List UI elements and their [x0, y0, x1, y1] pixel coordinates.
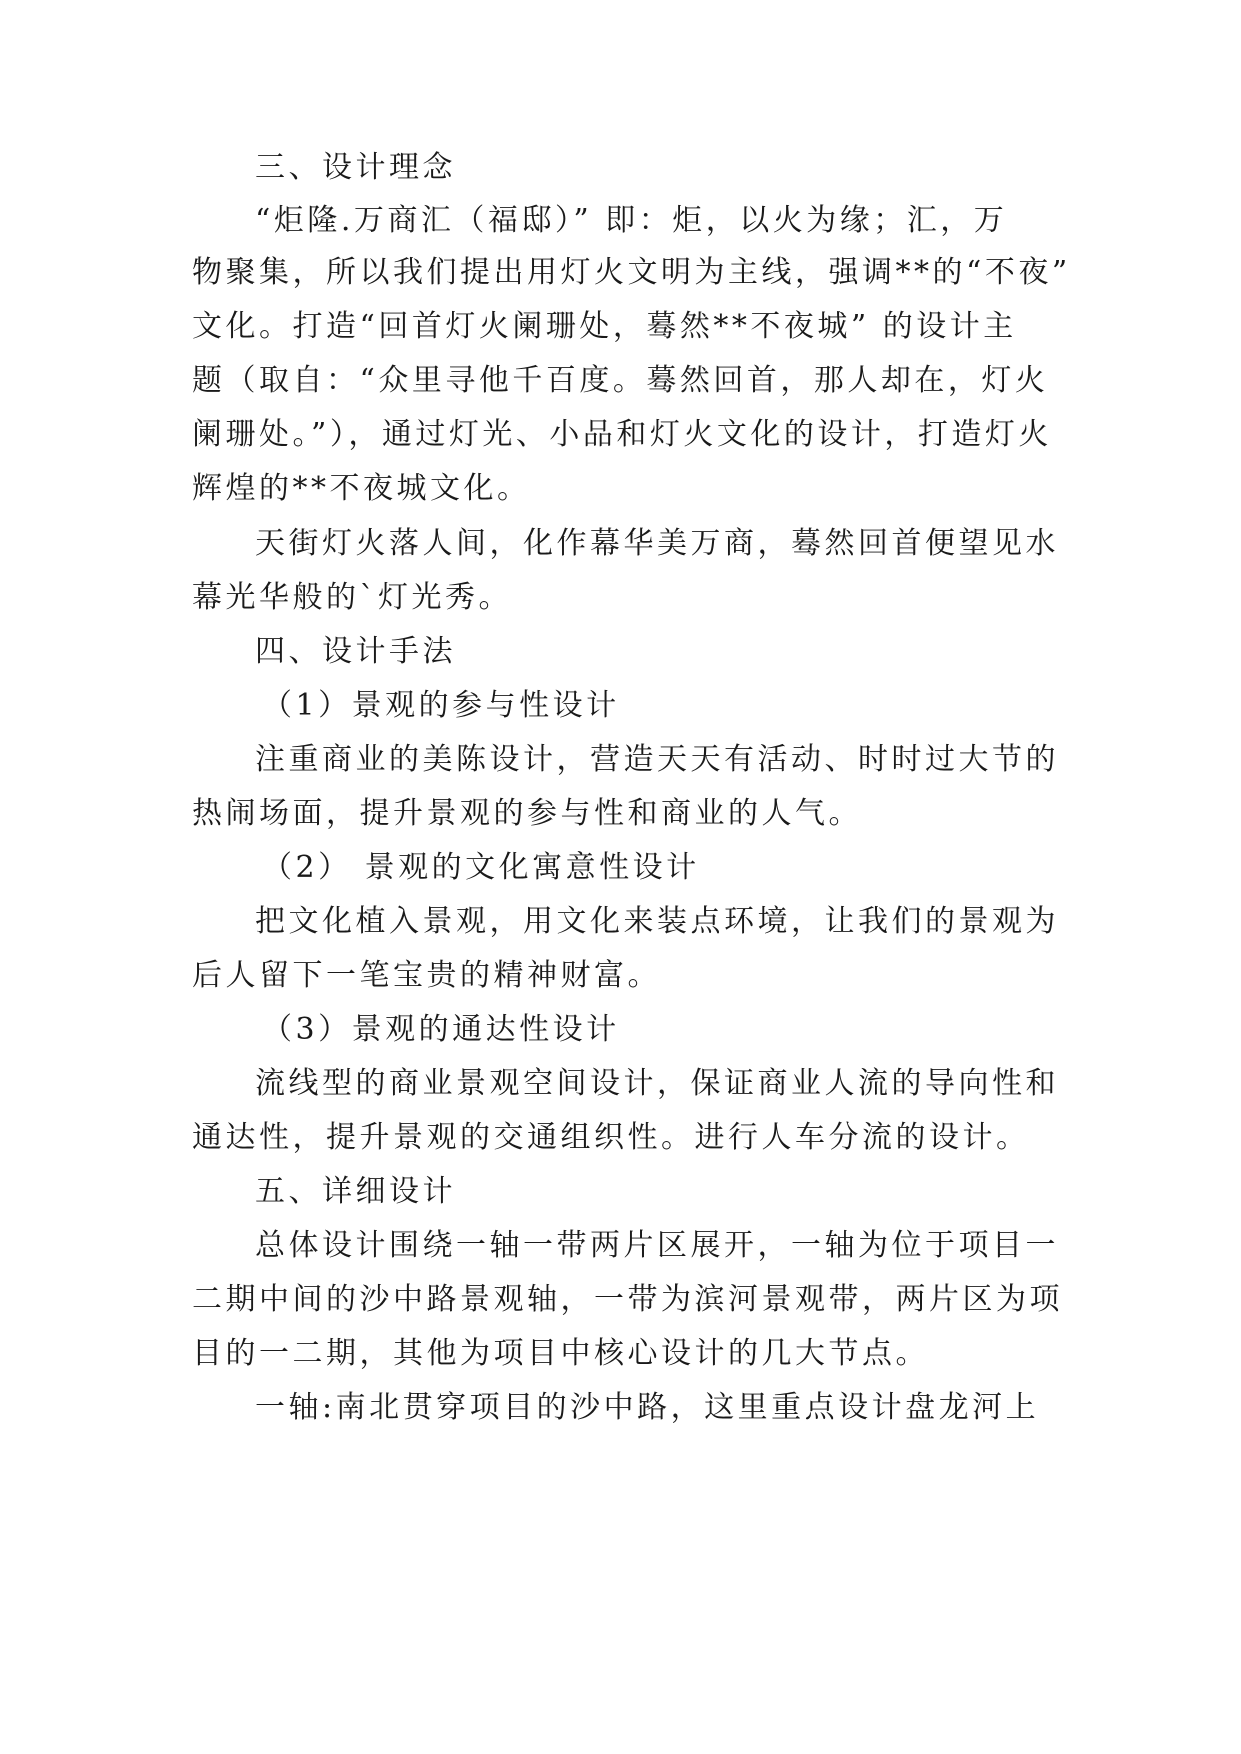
subheading-cultural-meaning-design: （2） 景观的文化寓意性设计 [262, 850, 700, 885]
paragraph-line: 后人留下一笔宝贵的精神财富。 [192, 958, 661, 993]
paragraph-line: 物聚集，所以我们提出用灯火文明为主线，强调**的“不夜” [192, 255, 1071, 290]
paragraph-line: 一轴:南北贯穿项目的沙中路，这里重点设计盘龙河上 [255, 1390, 1040, 1425]
paragraph-line: 总体设计围绕一轴一带两片区展开，一轴为位于项目一 [255, 1228, 1059, 1263]
paragraph-line: 辉煌的**不夜城文化。 [192, 471, 531, 506]
section-heading-design-concept: 三、设计理念 [255, 150, 456, 185]
paragraph-line: 目的一二期，其他为项目中核心设计的几大节点。 [192, 1336, 929, 1371]
paragraph-line: 热闹场面，提升景观的参与性和商业的人气。 [192, 796, 862, 831]
section-heading-detailed-design: 五、详细设计 [255, 1174, 456, 1209]
paragraph-line: 天街灯火落人间，化作幕华美万商，蓦然回首便望见水 [255, 526, 1059, 561]
paragraph-line: “炬隆.万商汇（福邸）” 即：炬，以火为缘；汇，万 [255, 203, 1008, 238]
paragraph-line: 通达性，提升景观的交通组织性。进行人车分流的设计。 [192, 1120, 1030, 1155]
paragraph-line: 文化。打造“回首灯火阑珊处，蓦然**不夜城” 的设计主 [192, 309, 1017, 344]
section-heading-design-methods: 四、设计手法 [255, 634, 456, 669]
paragraph-line: 流线型的商业景观空间设计，保证商业人流的导向性和 [255, 1066, 1059, 1101]
paragraph-line: 题（取自：“众里寻他千百度。蓦然回首，那人却在，灯火 [192, 363, 1049, 398]
paragraph-line: 注重商业的美陈设计，营造天天有活动、时时过大节的 [255, 742, 1059, 777]
subheading-accessibility-design: （3）景观的通达性设计 [262, 1012, 620, 1047]
subheading-participation-design: （1）景观的参与性设计 [262, 688, 620, 723]
paragraph-line: 阑珊处。”），通过灯光、小品和灯火文化的设计，打造灯火 [192, 417, 1052, 452]
paragraph-line: 二期中间的沙中路景观轴，一带为滨河景观带，两片区为项 [192, 1282, 1063, 1317]
paragraph-line: 把文化植入景观，用文化来装点环境，让我们的景观为 [255, 904, 1059, 939]
paragraph-line: 幕光华般的`灯光秀。 [192, 580, 512, 615]
